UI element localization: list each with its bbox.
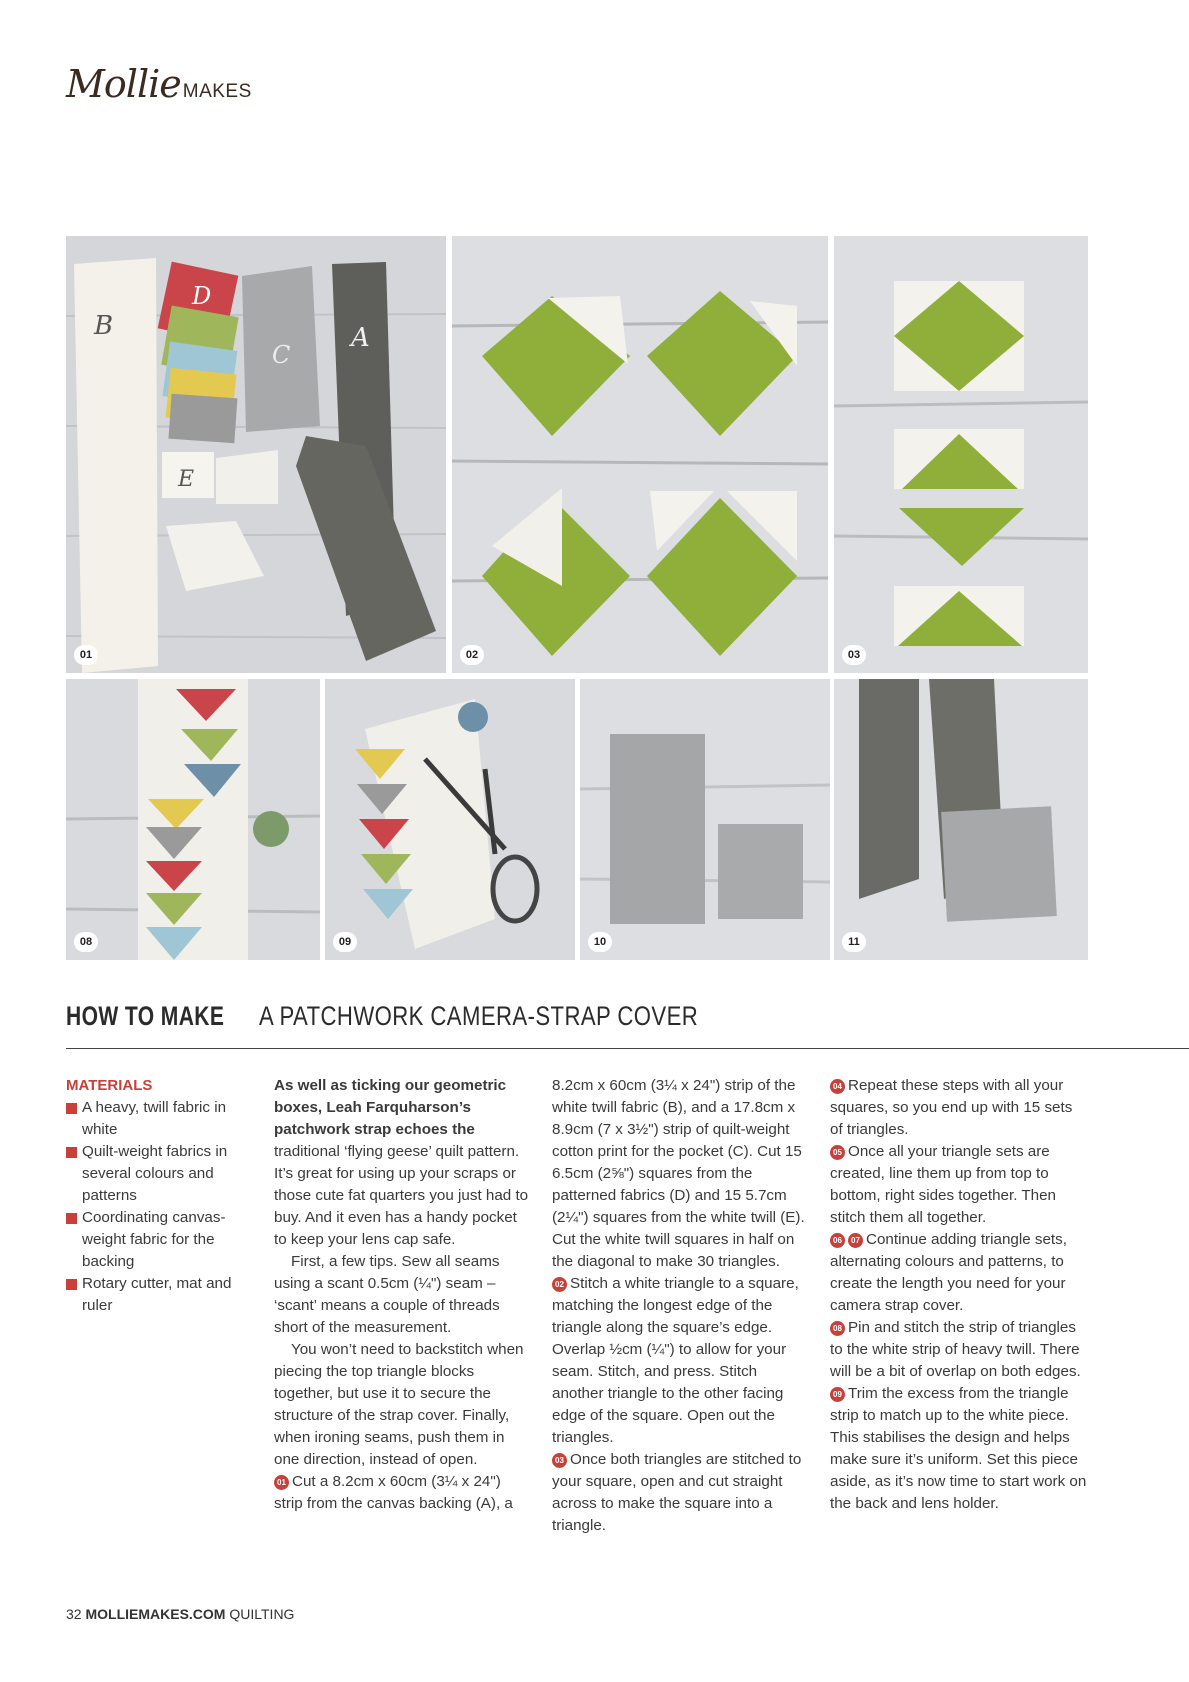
- step-number-badge: 06: [830, 1233, 845, 1248]
- section-divider: [66, 1048, 1189, 1049]
- body-column-3: [830, 1075, 1088, 1515]
- step-05-text: 05 Once all your triangle sets are created, line them up from top to bottom, right sides together. Then stitch them all together.: [830, 1143, 1056, 1226]
- step-number-badge: 08: [830, 1321, 845, 1336]
- step-badge: 02: [460, 645, 484, 665]
- how-to-make-label: HOW TO MAKE: [66, 1001, 225, 1031]
- intro-paragraph: [274, 1075, 532, 1251]
- step-badge: 10: [588, 932, 612, 952]
- photo-step-01: [66, 236, 446, 673]
- brand-logo: [66, 62, 252, 106]
- step-09-text: 09 Trim the excess from the triangle strip to match up to the white piece. This stabilises the design and helps make sure it’s uniform. Set this piece aside, as it’s now time to start work on the back and lens holder.: [830, 1385, 1087, 1512]
- step-number-badge: 04: [830, 1079, 845, 1094]
- tips-paragraph: First, a few tips. Sew all seams using a scant 0.5cm (¼") seam – ‘scant’ means a couple of threads short of the measurement.: [274, 1253, 500, 1336]
- project-title: A PATCHWORK CAMERA-STRAP COVER: [259, 1001, 699, 1031]
- photo-step-09: [325, 679, 575, 960]
- body-column-1: [274, 1075, 532, 1515]
- step-number-badge: 09: [830, 1387, 845, 1402]
- intro-rest: traditional ‘flying geese’ quilt pattern. It’s great for using up your scraps or those cute fat quarters you just had to buy. And it even has a handy pocket to keep your lens cap safe.: [274, 1143, 529, 1248]
- label-a: A: [351, 323, 370, 353]
- step-number-badge: 05: [830, 1145, 845, 1160]
- materials-column: [66, 1075, 256, 1317]
- section-title: [66, 1001, 795, 1032]
- materials-item: A heavy, twill fabric in white: [66, 1097, 256, 1141]
- backstitch-paragraph: You won’t need to backstitch when piecing the top triangle blocks together, but use it to secure the structure of the strap cover. Finally, when ironing seams, push them in one direction, instead of open.: [274, 1341, 524, 1468]
- step-badge: 11: [842, 932, 866, 952]
- page-number: 32: [66, 1606, 82, 1622]
- step-number-badge: 01: [274, 1475, 289, 1490]
- step-number-badge: 07: [848, 1233, 863, 1248]
- footer-site: MOLLIEMAKES.COM: [85, 1606, 226, 1622]
- step-02-text: 02 Stitch a white triangle to a square, matching the longest edge of the triangle along the square’s edge. Overlap ½cm (¼") to allow for your seam. Stitch, and press. Stitch another triangle to the other facing edge of the square. Open out the triangles.: [552, 1275, 799, 1446]
- step-number-badge: 03: [552, 1453, 567, 1468]
- step-number-badge: 02: [552, 1277, 567, 1292]
- step-08-text: 08 Pin and stitch the strip of triangles to the white strip of heavy twill. There will be a bit of overlap on both edges.: [830, 1319, 1081, 1380]
- step-badge: 03: [842, 645, 866, 665]
- materials-item: Rotary cutter, mat and ruler: [66, 1273, 256, 1317]
- label-c: C: [272, 341, 291, 369]
- step-06-07-text: 06 07 Continue adding triangle sets, alternating colours and patterns, to create the length you need for your camera strap cover.: [830, 1231, 1067, 1314]
- photo-step-02: [452, 236, 828, 673]
- step-badge: 08: [74, 932, 98, 952]
- materials-item: Quilt-weight fabrics in several colours and patterns: [66, 1141, 256, 1207]
- materials-list: [66, 1097, 256, 1317]
- photo-step-08: [66, 679, 320, 960]
- footer-section: QUILTING: [229, 1606, 295, 1622]
- step-03-text: 03 Once both triangles are stitched to your square, open and cut straight across to make the square into a triangle.: [552, 1451, 802, 1534]
- body-column-2: [552, 1075, 810, 1537]
- step-01-text: 01 Cut a 8.2cm x 60cm (3¼ x 24") strip from the canvas backing (A), a: [274, 1473, 513, 1512]
- step-badge: 09: [333, 932, 357, 952]
- step-badge: 01: [74, 645, 98, 665]
- page-footer: [66, 1606, 294, 1622]
- intro-lead: As well as ticking our geometric boxes, Leah Farquharson’s patchwork strap echoes the: [274, 1077, 507, 1138]
- label-d: D: [192, 282, 212, 310]
- photo-step-03: [834, 236, 1088, 673]
- label-e: E: [178, 467, 195, 492]
- logo-script: Mollie: [66, 62, 181, 106]
- photo-step-10: [580, 679, 830, 960]
- photo-step-11: [834, 679, 1088, 960]
- materials-item: Coordinating canvas-weight fabric for the backing: [66, 1207, 256, 1273]
- materials-heading: MATERIALS: [66, 1077, 153, 1094]
- logo-makes: MAKES: [182, 81, 252, 102]
- step-01-continued: 8.2cm x 60cm (3¼ x 24") strip of the white twill fabric (B), and a 17.8cm x 8.9cm (7 x 3½") strip of quilt-weight cotton print for the pocket (C). Cut 15 6.5cm (2⅝") squares from the patterned fabrics (D) and 15 5.7cm (2¼") squares from the white twill (E). Cut the white twill squares in half on the diagonal to make 30 triangles.: [552, 1077, 805, 1270]
- step-04-text: 04 Repeat these steps with all your squares, so you end up with 15 sets of triangles.: [830, 1077, 1073, 1138]
- label-b: B: [94, 311, 114, 341]
